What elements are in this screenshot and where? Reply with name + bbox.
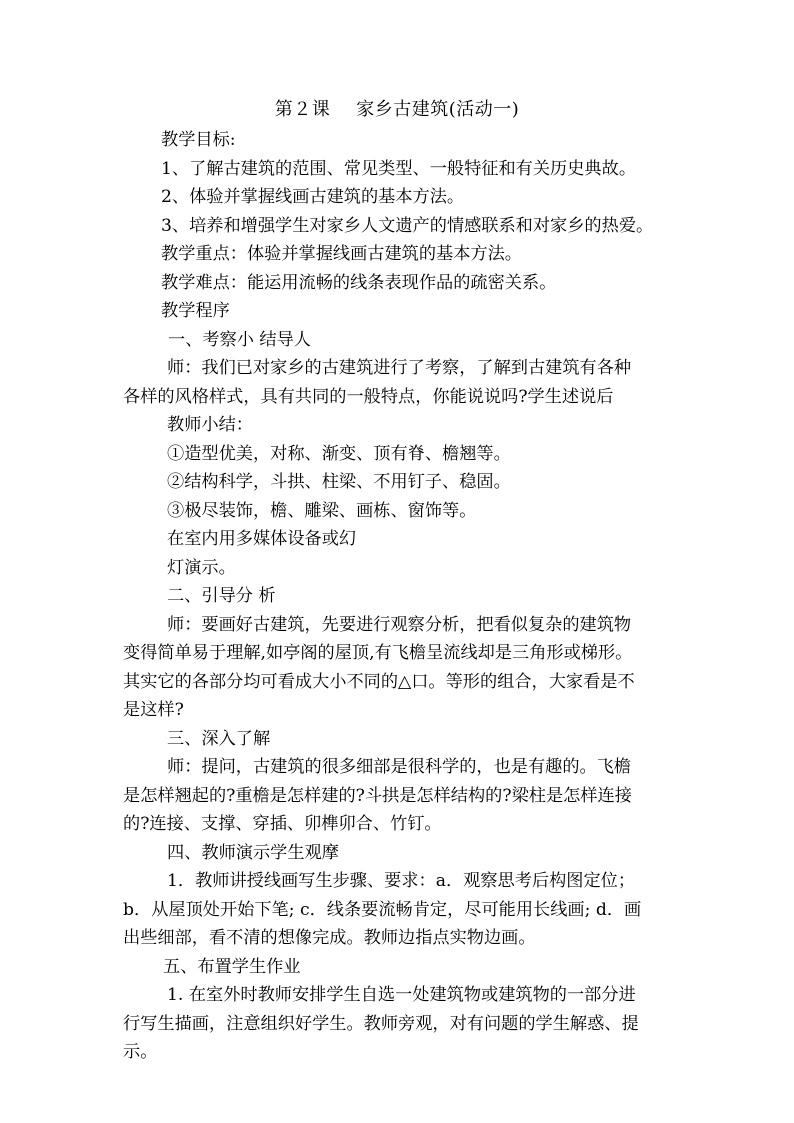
paragraph-line: 示。 xyxy=(123,1042,158,1062)
paragraph-line: 师：要画好古建筑，先要进行观察分析，把看似复杂的建筑物 xyxy=(167,614,632,635)
paragraph-line: 1．教师讲授线画写生步骤、要求：a．观察思考后构图定位； xyxy=(167,871,636,891)
section-heading: 一、考察小 结导人 xyxy=(168,329,311,350)
key-point: 教学重点：体验并掌握线画古建筑的基本方法。 xyxy=(161,244,522,264)
paragraph-line: 行写生描画，注意组织好学生。教师旁观，对有问题的学生解惑、提 xyxy=(123,1013,639,1034)
section-heading: 三、深入了解 xyxy=(167,728,271,749)
paragraph-line: 变得简单易于理解,如亭阁的屋顶,有飞檐呈流线却是三角形或梯形。 xyxy=(123,643,633,663)
paragraph-line: 其实它的各部分均可看成大小不同的△口。等形的组合，大家看是不 xyxy=(123,671,635,692)
list-item: ①造型优美，对称、渐变、顶有脊、檐翘等。 xyxy=(167,443,511,464)
list-item: ②结构科学，斗拱、柱梁、不用钉子、稳固。 xyxy=(167,472,511,492)
paragraph-line: 1. 在室外时教师安排学生自选一处建筑物或建筑物的一部分进 xyxy=(167,985,636,1005)
objective-item: 1、了解古建筑的范围、常见类型、一般特征和有关历史典故。 xyxy=(161,158,637,179)
paragraph-line: 师：提问，古建筑的很多细部是很科学的，也是有趣的。飞檐 xyxy=(167,757,632,777)
section-heading: 五、布置学生作业 xyxy=(163,956,301,977)
paragraph-line: 师：我们已对家乡的古建筑进行了考察，了解到古建筑有各种 xyxy=(167,358,632,378)
paragraph-line: 是怎样翘起的?重檐是怎样建的?斗拱是怎样结构的?梁柱是怎样连接 xyxy=(123,785,632,806)
paragraph-line: 各样的风格样式，具有共同的一般特点，你能说说吗?学生述说后 xyxy=(123,386,614,407)
paragraph-line: 灯演示。 xyxy=(167,557,236,578)
paragraph-line: 在室内用多媒体设备或幻 xyxy=(167,529,357,549)
document-body xyxy=(123,126,683,1067)
paragraph-line: b．从屋顶处开始下笔; c．线条要流畅肯定，尽可能用长线画; d．画 xyxy=(123,899,642,920)
paragraph-line: 的?连接、支撑、穿插、卯榫卯合、竹钉。 xyxy=(123,814,442,834)
list-item: ③极尽装饰，檐、雕梁、画栋、窗饰等。 xyxy=(167,500,477,521)
paragraph-line: 出些细部，看不清的想像完成。教师边指点实物边画。 xyxy=(123,928,536,948)
section-heading: 四、教师演示学生观摩 xyxy=(167,842,339,863)
lesson-name: 家乡古建筑(活动一) xyxy=(356,99,520,120)
lesson-number: 第２课 xyxy=(274,99,331,120)
section-heading: 二、引导分 析 xyxy=(167,586,276,606)
objective-item: 3、培养和增强学生对家乡人文遗产的情感联系和对家乡的热爱。 xyxy=(161,215,654,236)
paragraph-line: 教师小结： xyxy=(167,415,253,435)
objectives-heading: 教学目标: xyxy=(161,130,236,150)
difficult-point: 教学难点：能运用流畅的线条表现作品的疏密关系。 xyxy=(161,272,557,293)
page-title xyxy=(0,98,794,122)
objective-item: 2、体验并掌握线画古建筑的基本方法。 xyxy=(161,187,465,207)
procedure-heading: 教学程序 xyxy=(161,301,230,321)
paragraph-line: 是这样? xyxy=(123,700,184,720)
